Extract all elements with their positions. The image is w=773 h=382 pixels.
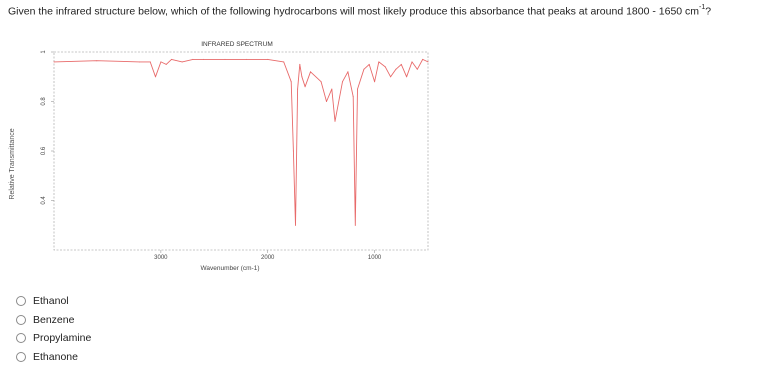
- y-tick-label: 1: [41, 50, 47, 54]
- spectrum-point: [166, 64, 167, 65]
- y-tick-label: 0.8: [41, 97, 47, 106]
- spectrum-point: [155, 76, 156, 77]
- option-ethanol[interactable]: [16, 292, 91, 311]
- spectrum-point: [203, 59, 204, 60]
- spectrum-point: [299, 64, 300, 65]
- radio-button[interactable]: [16, 296, 26, 306]
- option-label: Ethanol: [33, 295, 69, 308]
- option-benzene[interactable]: [16, 311, 91, 330]
- plot-frame: [54, 52, 428, 250]
- y-tick-label: 0.4: [41, 196, 47, 205]
- spectrum-point: [353, 96, 354, 97]
- y-axis-label: Relative Transmittance: [9, 128, 16, 200]
- spectrum-point: [355, 225, 356, 226]
- spectrum-point: [374, 81, 375, 82]
- spectrum-point: [369, 64, 370, 65]
- spectrum-point: [171, 59, 172, 60]
- answer-options: [16, 292, 91, 366]
- question-body: Given the infrared structure below, which of the following hydrocarbons will most likely produce this absorbance that peaks at around 1800 - 1650 cm: [8, 5, 700, 18]
- spectrum-point: [267, 59, 268, 60]
- spectrum-point: [385, 66, 386, 67]
- ir-spectrum-chart: [0, 34, 440, 274]
- spectrum-point: [301, 76, 302, 77]
- spectrum-point: [293, 151, 294, 152]
- spectrum-point: [357, 89, 358, 90]
- spectrum-point: [422, 59, 423, 60]
- spectrum-point: [378, 61, 379, 62]
- spectrum-point: [335, 121, 336, 122]
- x-tick-label: 3000: [154, 255, 168, 261]
- question-text: [8, 5, 711, 18]
- x-axis-label: Wavenumber (cm-1): [200, 265, 260, 272]
- spectrum-point: [160, 61, 161, 62]
- spectrum-point: [192, 59, 193, 60]
- radio-button[interactable]: [16, 352, 26, 362]
- spectrum-point: [347, 71, 348, 72]
- spectrum-title: INFRARED SPECTRUM: [201, 41, 273, 48]
- option-propylamine[interactable]: [16, 329, 91, 348]
- question-superscript: -1: [699, 4, 706, 11]
- spectrum-point: [412, 61, 413, 62]
- spectrum-point: [342, 81, 343, 82]
- spectrum-point: [182, 61, 183, 62]
- spectrum-point: [395, 69, 396, 70]
- spectrum-point: [310, 71, 311, 72]
- spectrum-line: [54, 59, 428, 225]
- spectrum-point: [291, 81, 292, 82]
- option-label: Propylamine: [33, 332, 92, 345]
- spectrum-point: [417, 69, 418, 70]
- radio-button[interactable]: [16, 315, 26, 325]
- spectrum-point: [321, 81, 322, 82]
- question-suffix: ?: [705, 5, 712, 18]
- spectrum-point: [406, 76, 407, 77]
- spectrum-point: [246, 59, 247, 60]
- spectrum-point: [283, 61, 284, 62]
- spectrum-point: [150, 61, 151, 62]
- option-ethanone[interactable]: [16, 348, 91, 367]
- spectrum-point: [54, 61, 55, 62]
- radio-button[interactable]: [16, 333, 26, 343]
- spectrum-point: [295, 225, 296, 226]
- option-label: Benzene: [33, 313, 75, 326]
- spectrum-point: [390, 76, 391, 77]
- spectrum-point: [225, 59, 226, 60]
- x-tick-label: 1000: [367, 255, 382, 261]
- spectrum-point: [305, 86, 306, 87]
- x-tick-label: 2000: [261, 255, 275, 261]
- option-label: Ethanone: [33, 350, 78, 363]
- spectrum-point: [363, 69, 364, 70]
- spectrum-point: [326, 101, 327, 102]
- spectrum-point: [297, 89, 298, 90]
- spectrum-point: [331, 89, 332, 90]
- y-tick-label: 0.6: [41, 146, 47, 156]
- spectrum-point: [96, 60, 97, 61]
- spectrum-point: [428, 61, 429, 62]
- spectrum-point: [139, 61, 140, 62]
- spectrum-point: [401, 64, 402, 65]
